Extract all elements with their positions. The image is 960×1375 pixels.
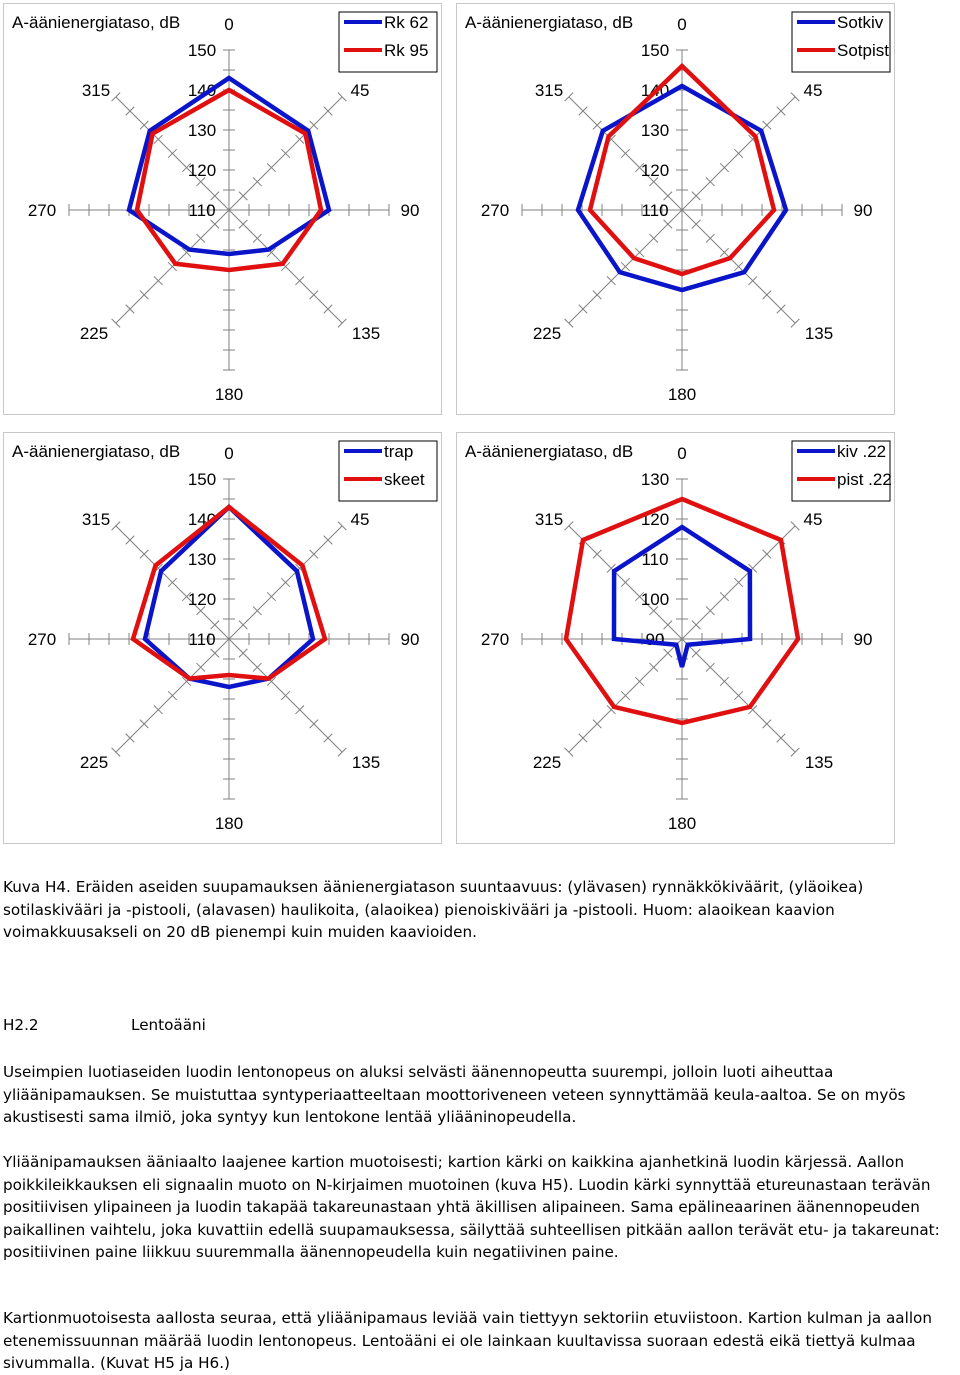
angle-label-315: 315	[81, 510, 111, 529]
angle-label-45: 45	[803, 81, 823, 100]
legend-label: skeet	[384, 470, 425, 489]
radial-tick-label: 130	[640, 470, 670, 489]
section-title: Lentoääni	[131, 1016, 206, 1034]
legend-label: Sotkiv	[837, 13, 884, 32]
radial-tick-label: 120	[187, 161, 217, 180]
legend-label: kiv .22	[837, 442, 887, 461]
chart-title: A-äänienergiataso, dB	[465, 13, 634, 32]
radar-chart-pienoiskivaari	[456, 432, 895, 844]
angle-label-135: 135	[804, 324, 834, 343]
angle-label-135: 135	[351, 753, 381, 772]
radial-tick-label: 140	[187, 81, 217, 100]
radial-tick-label: 130	[187, 550, 217, 569]
radar-svg	[457, 4, 894, 414]
legend-label: pist .22	[837, 470, 892, 489]
paragraph-3: Kartionmuotoisesta aallosta seuraa, että yliäänipamaus leviää vain tiettyyn sektoriin etuviistoon. Kartion kulman ja aallon etenemissuunnan määrää luodin lentonopeus. Lentoääni ei ole lainkaan kuultavissa suoraan edestä eikä tiettyä kulmaa sivummalla. (Kuvat H5 ja H6.)	[3, 1309, 932, 1372]
angle-label-180: 180	[214, 385, 244, 404]
legend	[339, 12, 437, 72]
figure-caption: Kuva H4. Eräiden aseiden suupamauksen äänienergiatason suuntaavuus: (ylävasen) rynnäkkökiväärit, (yläoikea) sotilaskivääri ja -pistooli, (alavasen) haulikoita, (alaoikea) pienoiskivääri ja -pistooli. Huom: alaoikean kaavion voimakkuusakseli on 20 dB pienempi kuin muiden kaavioiden.	[3, 878, 864, 941]
legend	[792, 12, 890, 72]
angle-label-0: 0	[224, 15, 234, 34]
paragraph-1: Useimpien luotiaseiden luodin lentonopeus on aluksi selvästi äänennopeutta suurempi, jolloin luoti aiheuttaa yliäänipamauksen. Se muistuttaa syntyperiaatteeltaan moottoriveneen veteen synnyttämää keula-aaltoa. Se on myös akustisesti sama ilmiö, joka syntyy kun lentokone lentää yliääninopeudella.	[3, 1063, 906, 1126]
angle-label-0: 0	[224, 444, 234, 463]
angle-label-180: 180	[667, 385, 697, 404]
radar-chart-sotilaskivaari	[456, 3, 895, 415]
radar-svg	[4, 4, 441, 414]
radial-tick-label: 150	[640, 41, 670, 60]
angle-label-315: 315	[534, 81, 564, 100]
chart-title: A-äänienergiataso, dB	[465, 442, 634, 461]
radial-tick-label: 90	[645, 630, 665, 649]
angle-label-180: 180	[214, 814, 244, 833]
angle-label-225: 225	[532, 753, 562, 772]
paragraph-1-block	[3, 1061, 958, 1129]
angle-label-270: 270	[480, 201, 510, 220]
chart-title: A-äänienergiataso, dB	[12, 13, 181, 32]
angle-label-90: 90	[853, 201, 873, 220]
angle-label-135: 135	[351, 324, 381, 343]
radial-tick-label: 110	[188, 201, 216, 220]
legend	[339, 441, 437, 501]
angle-label-180: 180	[667, 814, 697, 833]
angle-label-90: 90	[400, 201, 420, 220]
angle-label-225: 225	[532, 324, 562, 343]
angle-label-270: 270	[480, 630, 510, 649]
legend	[792, 441, 892, 501]
radial-tick-label: 150	[187, 41, 217, 60]
radial-tick-label: 130	[187, 121, 217, 140]
angle-label-225: 225	[79, 753, 109, 772]
legend-label: Rk 62	[384, 13, 429, 32]
angle-label-315: 315	[81, 81, 111, 100]
angle-label-270: 270	[27, 201, 57, 220]
angle-label-0: 0	[677, 15, 687, 34]
radial-tick-label: 110	[641, 550, 669, 569]
chart-title: A-äänienergiataso, dB	[12, 442, 181, 461]
radial-tick-label: 140	[640, 81, 670, 100]
angle-label-0: 0	[677, 444, 687, 463]
section-heading	[3, 1014, 206, 1037]
angle-label-45: 45	[350, 510, 370, 529]
radar-chart-haulikoita	[3, 432, 442, 844]
angle-label-45: 45	[350, 81, 370, 100]
paragraph-2-block	[3, 1151, 958, 1264]
radial-tick-label: 140	[187, 510, 217, 529]
angle-label-45: 45	[803, 510, 823, 529]
radial-tick-label: 110	[641, 201, 669, 220]
legend-label: trap	[384, 442, 414, 461]
paragraph-3-block	[3, 1307, 958, 1375]
angle-label-225: 225	[79, 324, 109, 343]
radar-chart-rynnakkokivaarit	[3, 3, 442, 415]
angle-label-90: 90	[853, 630, 873, 649]
radial-tick-label: 150	[187, 470, 217, 489]
radar-svg	[457, 433, 894, 843]
radial-tick-label: 120	[640, 161, 670, 180]
legend-label: Sotpist	[837, 41, 889, 60]
radial-tick-label: 130	[640, 121, 670, 140]
radial-tick-label: 100	[640, 590, 670, 609]
angle-label-270: 270	[27, 630, 57, 649]
radial-tick-label: 110	[188, 630, 216, 649]
legend-label: Rk 95	[384, 41, 429, 60]
section-number: H2.2	[3, 1016, 39, 1034]
angle-label-135: 135	[804, 753, 834, 772]
radar-svg	[4, 433, 441, 843]
angle-label-315: 315	[534, 510, 564, 529]
figure-caption-block	[3, 876, 958, 944]
paragraph-2: Yliäänipamauksen ääniaalto laajenee kartion muotoisesti; kartion kärki on kaikkina ajanhetkinä luodin kärjessä. Aallon poikkileikkauksen eli signaalin muoto on N-kirjaimen muotoinen (kuva H5). Luodin kärki synnyttää etureunastaan terävän positiivisen ylipaineen ja luodin takapää takareunastaan yhtä äkillisen alipaineen. Sama epälineaarinen äänennopeuden paikallinen vaihtelu, joka kuvattiin edellä suupamauksessa, säilyttää suhteellisen pitkään aallon terävät etu- ja takareunat: positiivinen paine liikkuu suuremmalla äänennopeudella kuin negatiivinen paine.	[3, 1153, 940, 1261]
radial-tick-label: 120	[640, 510, 670, 529]
angle-label-90: 90	[400, 630, 420, 649]
radial-tick-label: 120	[187, 590, 217, 609]
